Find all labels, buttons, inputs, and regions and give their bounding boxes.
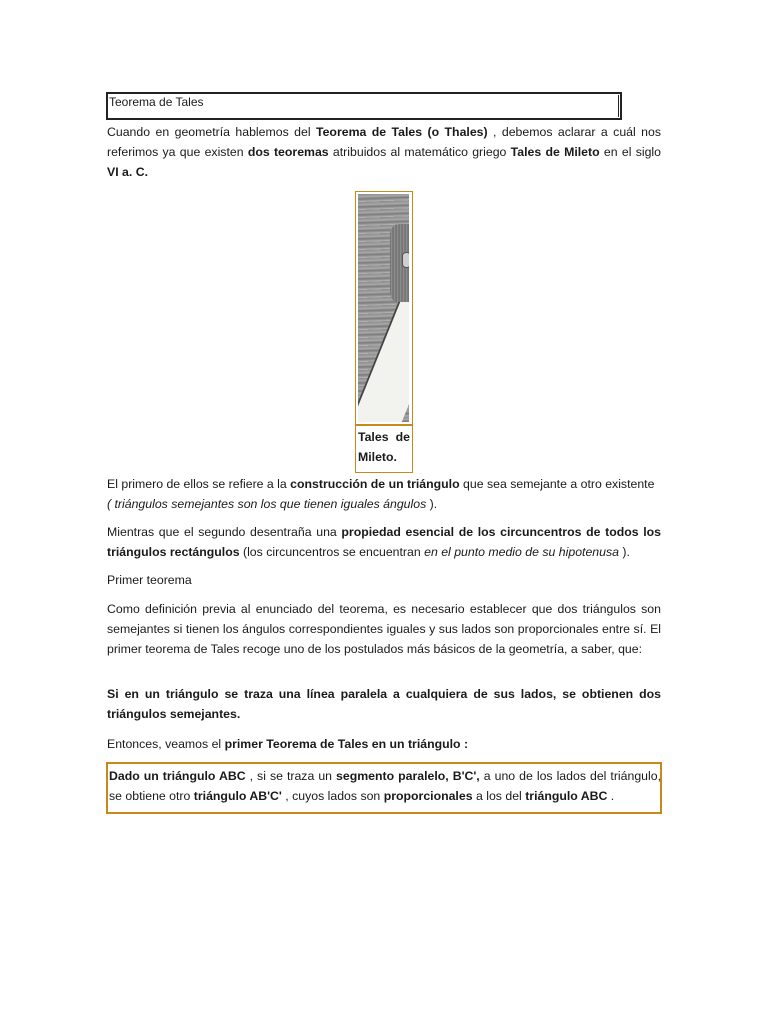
intro-bold-3: Tales de Mileto: [510, 145, 600, 159]
box-bold-2: segmento paralelo, B'C',: [336, 769, 480, 783]
first-bold-1: construcción de un triángulo: [290, 477, 460, 491]
figure-separator: [356, 424, 412, 426]
then-text-1: Entonces, veamos el: [107, 737, 225, 751]
box-text-5: .: [607, 789, 615, 803]
box-bold-3: triángulo AB'C': [193, 789, 282, 803]
first-text-3: ).: [426, 497, 438, 511]
then-bold-1: primer Teorema de Tales en un triángulo :: [224, 737, 469, 751]
second-theorem-paragraph: [107, 522, 661, 562]
box-text-3: , cuyos lados son: [281, 789, 384, 803]
intro-text-1: Cuando en geometría hablemos del: [107, 125, 316, 139]
first-text-2: que sea semejante a otro existente: [459, 477, 655, 491]
intro-text-4: en el siglo: [599, 145, 662, 159]
portrait-figure: [355, 191, 413, 473]
intro-paragraph: [107, 122, 661, 182]
portrait-image: [358, 194, 409, 422]
caption-line-1: Tales de: [358, 430, 410, 444]
caption-line-2: Mileto.: [358, 450, 397, 464]
first-italic-1: ( triángulos semejantes son los que tienen iguales ángulos: [107, 497, 427, 511]
box-bold-4: proporcionales: [383, 789, 473, 803]
intro-bold-4: VI a. C.: [107, 165, 149, 179]
portrait-ear: [402, 252, 409, 268]
highlight-paragraph: [109, 766, 661, 806]
theorem-statement: Si en un triángulo se traza una línea paralela a cualquiera de sus lados, se obtienen dos triángulos semejantes.: [107, 687, 661, 721]
intro-bold-1: Teorema de Tales (o Thales): [316, 125, 488, 139]
intro-text-3: atribuidos al matemático griego: [328, 145, 511, 159]
intro-text-2: , debemos aclarar a cuál nos referimos ya que existen: [107, 125, 661, 159]
second-bold-1: propiedad esencial de los circuncentros de todos los triángulos rectángulos: [107, 525, 661, 559]
box-text-4: a los del: [472, 789, 526, 803]
definition-paragraph: Como definición previa al enunciado del teorema, es necesario establecer que dos triángulos son semejantes si tienen los ángulos correspondientes iguales y sus lados son proporcionales entre sí. El primer teorema de Tales recoge uno de los postulados más básicos de la geometría, a saber, que:: [107, 602, 661, 656]
portrait-robe: [358, 302, 409, 422]
intro-bold-2: dos teoremas: [247, 145, 329, 159]
then-paragraph: [107, 734, 661, 754]
second-text-3: ).: [618, 545, 630, 559]
highlight-box: [106, 762, 662, 814]
second-text-1: Mientras que el segundo desentraña una: [107, 525, 342, 539]
second-text-2: (los circuncentros se encuentran: [239, 545, 425, 559]
page-title: Teorema de Tales: [109, 95, 204, 109]
section-heading-first-theorem: Primer teorema: [107, 573, 192, 587]
box-text-1: , si se traza un: [245, 769, 337, 783]
box-bold-1: Dado un triángulo ABC: [109, 769, 246, 783]
box-bold-5: triángulo ABC: [525, 789, 608, 803]
figure-caption: [358, 427, 410, 467]
box-text-2: a uno de los lados del triángulo, se obtiene otro: [109, 769, 661, 803]
first-text-1: El primero de ellos se refiere a la: [107, 477, 291, 491]
first-theorem-paragraph: [107, 474, 661, 514]
second-italic-1: en el punto medio de su hipotenusa: [424, 545, 619, 559]
title-box: [106, 92, 622, 120]
